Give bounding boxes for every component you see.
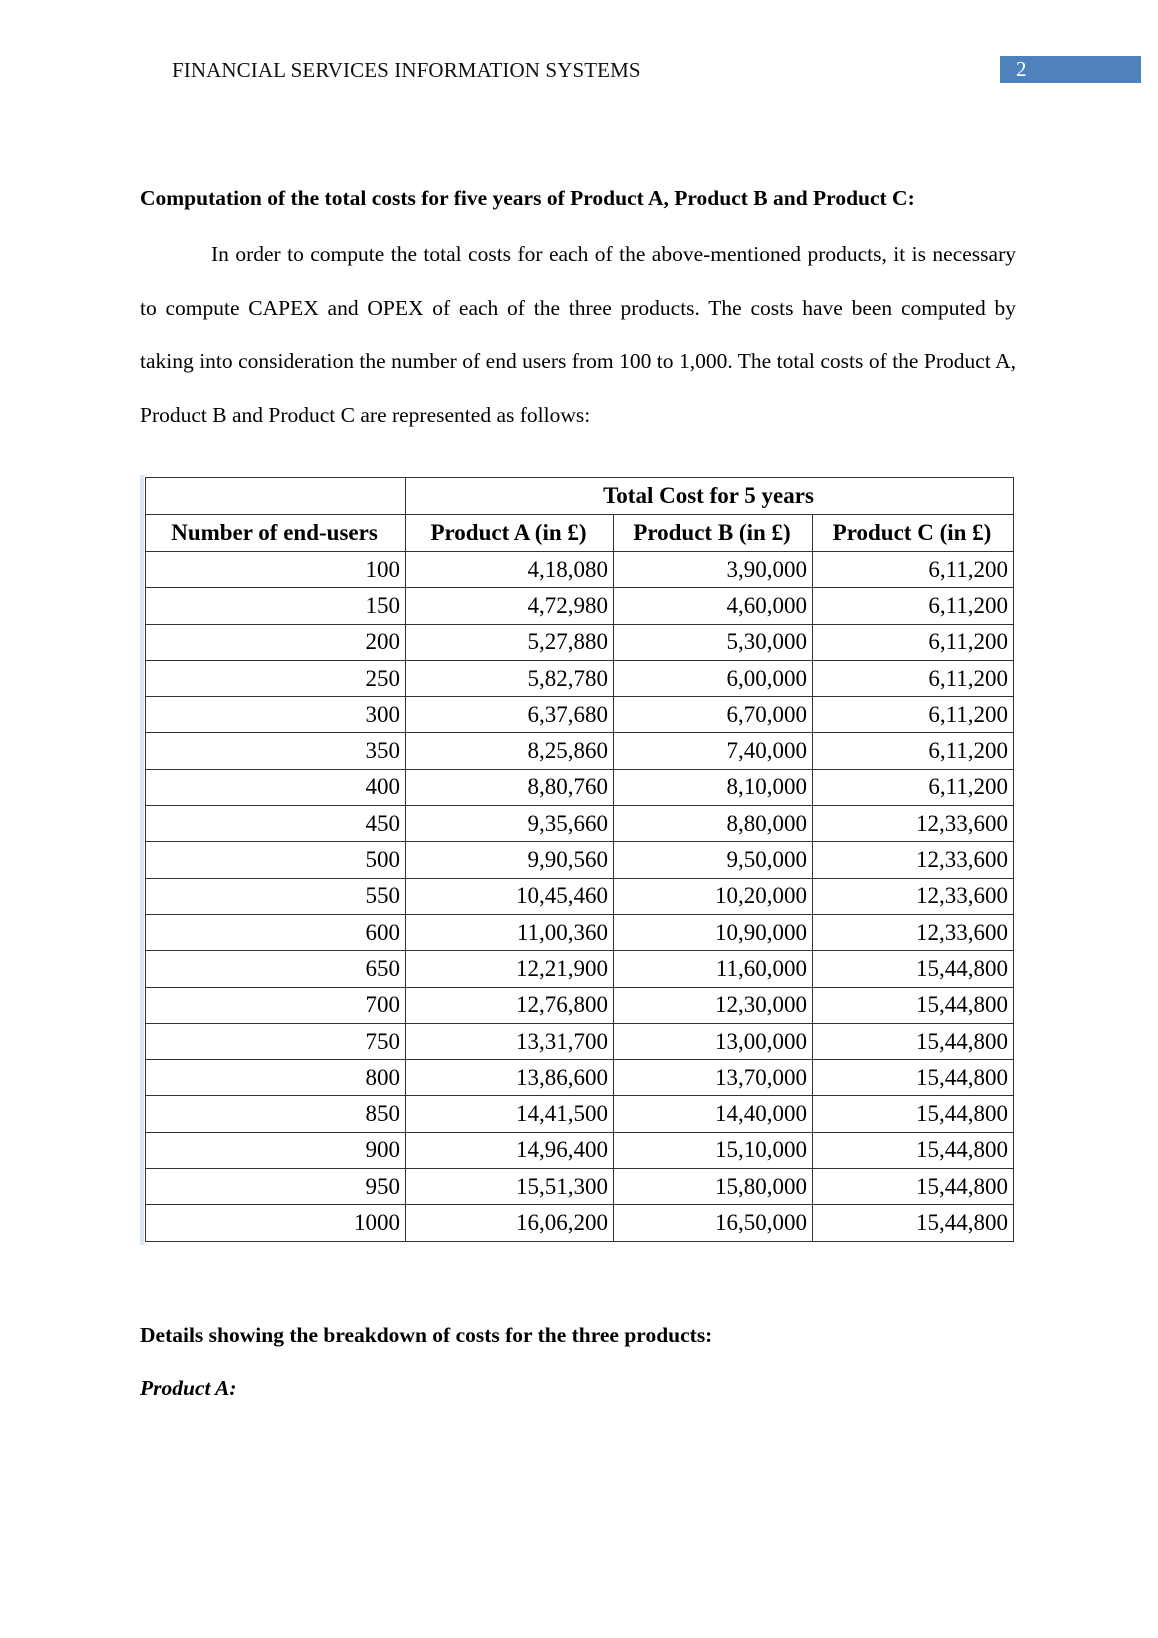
table-body	[146, 552, 1014, 1242]
table-row	[146, 697, 1014, 733]
cell-end-users: 950	[146, 1169, 406, 1205]
cell-product-b: 15,80,000	[614, 1169, 813, 1205]
cell-product-c: 15,44,800	[813, 1132, 1014, 1168]
cell-product-c: 6,11,200	[813, 769, 1014, 805]
cell-product-b: 12,30,000	[614, 987, 813, 1023]
cell-product-c: 15,44,800	[813, 1023, 1014, 1059]
cell-product-b: 8,10,000	[614, 769, 813, 805]
cell-end-users: 650	[146, 951, 406, 987]
cell-end-users: 100	[146, 552, 406, 588]
cell-product-c: 12,33,600	[813, 806, 1014, 842]
cell-product-b: 16,50,000	[614, 1205, 813, 1241]
table-row	[146, 1023, 1014, 1059]
cell-product-a: 4,18,080	[406, 552, 614, 588]
cell-end-users: 250	[146, 660, 406, 696]
table-row	[146, 588, 1014, 624]
cell-product-a: 5,82,780	[406, 660, 614, 696]
table-row	[146, 842, 1014, 878]
table-row	[146, 1096, 1014, 1132]
page-number: 2	[1016, 57, 1027, 81]
table-row	[146, 806, 1014, 842]
cell-end-users: 750	[146, 1023, 406, 1059]
cell-end-users: 1000	[146, 1205, 406, 1241]
cell-product-a: 13,86,600	[406, 1060, 614, 1096]
cell-product-c: 6,11,200	[813, 697, 1014, 733]
table-row	[146, 914, 1014, 950]
column-header-product-b: Product B (in £)	[614, 515, 813, 552]
cell-product-a: 11,00,360	[406, 914, 614, 950]
cell-product-b: 4,60,000	[614, 588, 813, 624]
cell-product-b: 5,30,000	[614, 624, 813, 660]
cell-product-c: 12,33,600	[813, 842, 1014, 878]
cell-product-c: 6,11,200	[813, 733, 1014, 769]
cell-product-c: 6,11,200	[813, 588, 1014, 624]
cell-end-users: 900	[146, 1132, 406, 1168]
cell-end-users: 300	[146, 697, 406, 733]
cell-product-b: 7,40,000	[614, 733, 813, 769]
cell-end-users: 400	[146, 769, 406, 805]
cell-product-b: 13,70,000	[614, 1060, 813, 1096]
cell-product-a: 8,80,760	[406, 769, 614, 805]
column-header-product-c: Product C (in £)	[813, 515, 1014, 552]
cell-product-c: 12,33,600	[813, 878, 1014, 914]
total-cost-table	[145, 477, 1014, 1242]
cell-end-users: 350	[146, 733, 406, 769]
running-header-title: FINANCIAL SERVICES INFORMATION SYSTEMS	[172, 58, 641, 82]
table-row	[146, 552, 1014, 588]
cell-product-c: 15,44,800	[813, 951, 1014, 987]
cell-product-a: 8,25,860	[406, 733, 614, 769]
cell-product-b: 9,50,000	[614, 842, 813, 878]
cell-end-users: 850	[146, 1096, 406, 1132]
section-heading-breakdown: Details showing the breakdown of costs for the three products:	[140, 1323, 713, 1347]
cell-end-users: 800	[146, 1060, 406, 1096]
table-row	[146, 987, 1014, 1023]
cell-product-b: 10,20,000	[614, 878, 813, 914]
cell-end-users: 550	[146, 878, 406, 914]
cell-product-a: 14,96,400	[406, 1132, 614, 1168]
cell-product-c: 15,44,800	[813, 1060, 1014, 1096]
cell-end-users: 450	[146, 806, 406, 842]
table-row	[146, 951, 1014, 987]
cell-end-users: 200	[146, 624, 406, 660]
cell-product-a: 9,90,560	[406, 842, 614, 878]
cell-product-a: 16,06,200	[406, 1205, 614, 1241]
table-row	[146, 624, 1014, 660]
cell-product-c: 15,44,800	[813, 1205, 1014, 1241]
cell-product-c: 6,11,200	[813, 624, 1014, 660]
cell-product-a: 9,35,660	[406, 806, 614, 842]
cell-product-c: 15,44,800	[813, 1096, 1014, 1132]
cell-product-a: 4,72,980	[406, 588, 614, 624]
cell-product-a: 10,45,460	[406, 878, 614, 914]
cell-end-users: 150	[146, 588, 406, 624]
table-group-header: Total Cost for 5 years	[406, 478, 1014, 515]
cell-product-b: 6,70,000	[614, 697, 813, 733]
table-row	[146, 878, 1014, 914]
cell-product-b: 3,90,000	[614, 552, 813, 588]
cell-product-b: 6,00,000	[614, 660, 813, 696]
cell-end-users: 700	[146, 987, 406, 1023]
subheading-product-a: Product A:	[140, 1376, 237, 1400]
table-row	[146, 1205, 1014, 1241]
cell-product-c: 6,11,200	[813, 552, 1014, 588]
total-cost-table-container	[140, 475, 1016, 1245]
cell-product-b: 13,00,000	[614, 1023, 813, 1059]
column-header-end-users: Number of end-users	[146, 515, 406, 552]
cell-product-a: 13,31,700	[406, 1023, 614, 1059]
cell-product-a: 15,51,300	[406, 1169, 614, 1205]
table-row	[146, 1132, 1014, 1168]
cell-product-a: 12,76,800	[406, 987, 614, 1023]
cell-product-c: 6,11,200	[813, 660, 1014, 696]
intro-paragraph: In order to compute the total costs for each of the above-mentioned products, it is necessary to compute CAPEX and OPEX of each of the three products. The costs have been computed by taking into consideration the number of end users from 100 to 1,000. The total costs of the Product A, Product B and Product C are represented as follows:	[140, 242, 1016, 428]
cell-product-c: 15,44,800	[813, 1169, 1014, 1205]
table-row	[146, 660, 1014, 696]
table-column-header-row	[146, 515, 1014, 552]
table-group-header-row	[146, 478, 1014, 515]
cell-product-a: 14,41,500	[406, 1096, 614, 1132]
table-row	[146, 1169, 1014, 1205]
table-row	[146, 1060, 1014, 1096]
page-number-badge	[1000, 56, 1141, 83]
cell-product-a: 6,37,680	[406, 697, 614, 733]
spreadsheet-row-header-strip	[140, 475, 144, 1245]
cell-product-b: 11,60,000	[614, 951, 813, 987]
cell-product-b: 8,80,000	[614, 806, 813, 842]
table-row	[146, 733, 1014, 769]
cell-product-a: 5,27,880	[406, 624, 614, 660]
cell-product-c: 12,33,600	[813, 914, 1014, 950]
section-heading-computation: Computation of the total costs for five years of Product A, Product B and Product C:	[140, 186, 915, 210]
table-header-blank-cell	[146, 478, 406, 515]
cell-product-b: 15,10,000	[614, 1132, 813, 1168]
cell-product-b: 14,40,000	[614, 1096, 813, 1132]
column-header-product-a: Product A (in £)	[406, 515, 614, 552]
cell-product-b: 10,90,000	[614, 914, 813, 950]
cell-product-a: 12,21,900	[406, 951, 614, 987]
cell-product-c: 15,44,800	[813, 987, 1014, 1023]
table-row	[146, 769, 1014, 805]
cell-end-users: 500	[146, 842, 406, 878]
cell-end-users: 600	[146, 914, 406, 950]
